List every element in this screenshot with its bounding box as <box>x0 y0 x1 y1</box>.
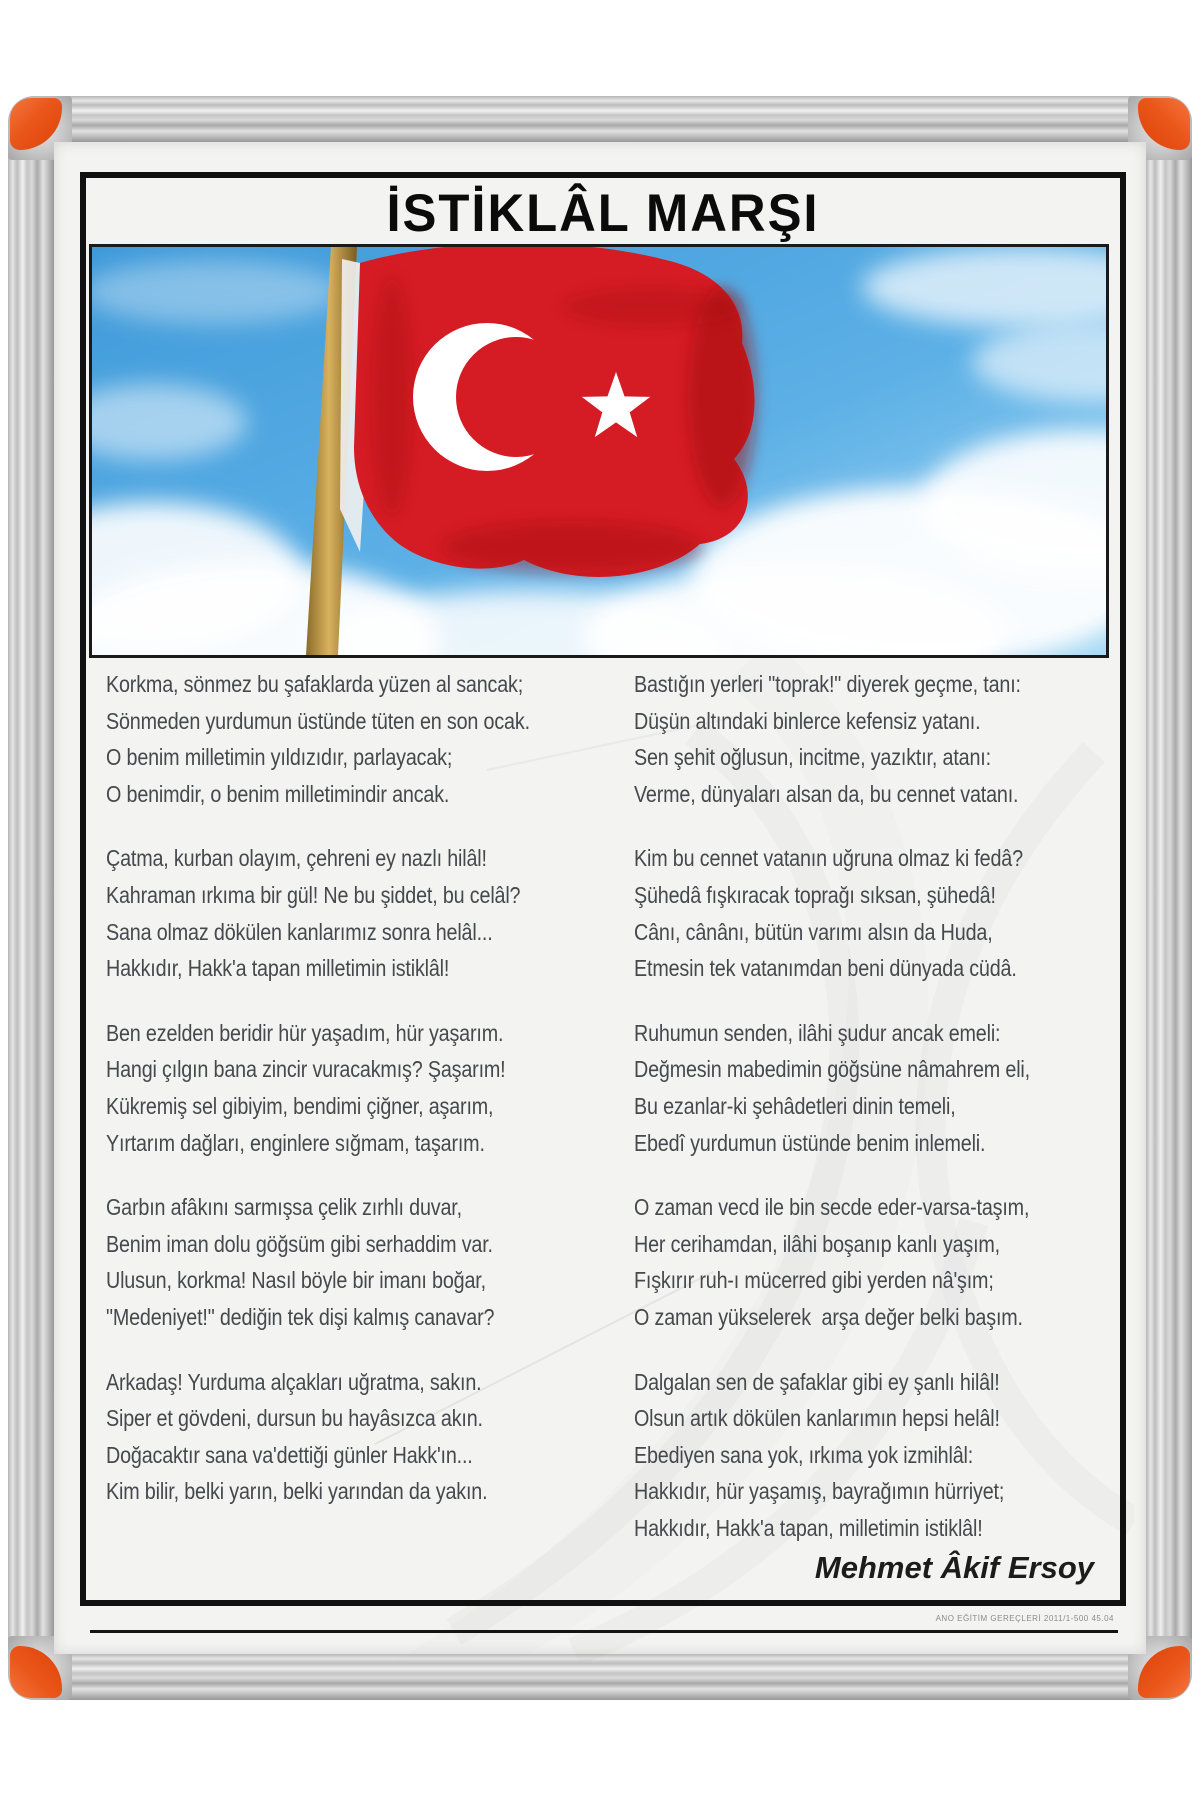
poem-line: Çatma, kurban olayım, çehreni ey nazlı hilâl! <box>106 845 487 872</box>
poem-line: Kükremiş sel gibiyim, bendimi çiğner, aşarım, <box>106 1092 494 1119</box>
poem-line: Bu ezanlar-ki şehâdetleri dinin temeli, <box>634 1092 956 1119</box>
poem-line: O benimdir, o benim milletimindir ancak. <box>106 780 450 807</box>
poem-line: Düşün altındaki binlerce kefensiz yatanı. <box>634 707 981 734</box>
poem-line: Şühedâ fışkıracak toprağı sıksan, şühedâ! <box>634 881 996 908</box>
poem-line: Kim bilir, belki yarın, belki yarından da yakın. <box>106 1478 488 1505</box>
poem-line: Ebediyen sana yok, ırkıma yok izmihlâl: <box>634 1441 974 1468</box>
poem-line: Sönmeden yurdumun üstünde tüten en son ocak. <box>106 707 530 734</box>
poem-line: Değmesin mabedimin göğsüne nâmahrem eli, <box>634 1056 1030 1083</box>
poem-line: Ebedî yurdumun üstünde benim inlemeli. <box>634 1129 986 1156</box>
poem-line: Cânı, cânânı, bütün varımı alsın da Huda, <box>634 918 993 945</box>
stanza <box>106 1364 576 1510</box>
stanza <box>106 1189 576 1335</box>
author-signature: Mehmet Âkif Ersoy <box>814 1550 1094 1585</box>
stanza <box>106 1015 576 1161</box>
poem-line: O zaman vecd ile bin secde eder-varsa-taşım, <box>634 1194 1030 1221</box>
poem-column-left <box>106 666 576 1538</box>
poster-sheet <box>54 142 1146 1654</box>
poem-line: Ulusun, korkma! Nasıl böyle bir imanı boğar, <box>106 1267 486 1294</box>
poem-line: Hakkıdır, hür yaşamış, bayrağımın hürriyet; <box>634 1478 1005 1505</box>
frame-rail-top <box>46 96 1154 142</box>
crescent-inner <box>456 337 576 457</box>
poem-line: Etmesin tek vatanımdan beni dünyada cüdâ. <box>634 955 1017 982</box>
stanza <box>634 666 1104 812</box>
turkish-flag <box>354 244 756 577</box>
poem-line: Sana olmaz dökülen kanlarımız sonra helâl... <box>106 918 493 945</box>
stanza <box>634 1189 1104 1335</box>
poster-title: İSTİKLÂL MARŞI <box>386 184 820 243</box>
poem-line: Kim bu cennet vatanın uğruna olmaz ki fedâ? <box>634 845 1023 872</box>
publisher-imprint: ANO EĞİTİM GEREÇLERİ 2011/1-500 45.04 <box>935 1614 1114 1623</box>
poem-line: Ben ezelden beridir hür yaşadım, hür yaşarım. <box>106 1019 504 1046</box>
stanza <box>106 666 576 812</box>
poem-line: Olsun artık dökülen kanlarımın hepsi helâl! <box>634 1405 1000 1432</box>
poster-border-box <box>80 172 1126 1606</box>
poem-line: Garbın afâkını sarmışsa çelik zırhlı duvar, <box>106 1194 462 1221</box>
stanza <box>634 1364 1104 1547</box>
turkish-flag-photo <box>89 244 1109 658</box>
frame-rail-right <box>1146 134 1192 1662</box>
poem-line: Hangi çılgın bana zincir vuracakmış? Şaşarım! <box>106 1056 506 1083</box>
frame-rail-left <box>8 134 54 1662</box>
poem-line: Bastığın yerleri "toprak!" diyerek geçme, tanı: <box>634 671 1021 697</box>
poem-line: Sen şehit oğlusun, incitme, yazıktır, atanı: <box>634 744 991 771</box>
poem-line: Hakkıdır, Hakk'a tapan milletimin istiklâl! <box>106 955 450 982</box>
poem-line: Dalgalan sen de şafaklar gibi ey şanlı hilâl! <box>634 1368 1000 1395</box>
stanza <box>634 1015 1104 1161</box>
poem-line: Arkadaş! Yurduma alçakları uğratma, sakın. <box>106 1368 482 1395</box>
poem-line: "Medeniyet!" dediğin tek dişi kalmış canavar? <box>106 1303 495 1330</box>
bottom-rule <box>90 1630 1118 1633</box>
poem-line: Korkma, sönmez bu şafaklarda yüzen al sancak; <box>106 671 524 697</box>
poem-line: O zaman yükselerek arşa değer belki başım. <box>634 1303 1023 1330</box>
stanza <box>634 840 1104 986</box>
poem-line: Yırtarım dağları, enginlere sığmam, taşarım. <box>106 1129 485 1156</box>
poem-line: Fışkırır ruh-ı mücerred gibi yerden nâ'şım; <box>634 1267 994 1294</box>
poem-line: Verme, dünyaları alsan da, bu cennet vatanı. <box>634 780 1019 807</box>
poem-line: Her cerihamdan, ilâhi boşanıp kanlı yaşım, <box>634 1230 1000 1257</box>
poem-line: Hakkıdır, Hakk'a tapan, milletimin istiklâl! <box>634 1514 983 1541</box>
poem-line: Doğacaktır sana va'dettiği günler Hakk'ın... <box>106 1441 473 1468</box>
framed-poster-board <box>8 96 1192 1700</box>
poem-line: Benim iman dolu göğsüm gibi serhaddim var. <box>106 1230 493 1257</box>
poem-column-right <box>634 666 1104 1574</box>
poem-line: Siper et gövdeni, dursun bu hayâsızca akın. <box>106 1405 483 1432</box>
poem-line: Kahraman ırkıma bir gül! Ne bu şiddet, bu celâl? <box>106 881 521 908</box>
poem-line: Ruhumun senden, ilâhi şudur ancak emeli: <box>634 1019 1001 1046</box>
poem-line: O benim milletimin yıldızıdır, parlayacak; <box>106 744 453 771</box>
stanza <box>106 840 576 986</box>
